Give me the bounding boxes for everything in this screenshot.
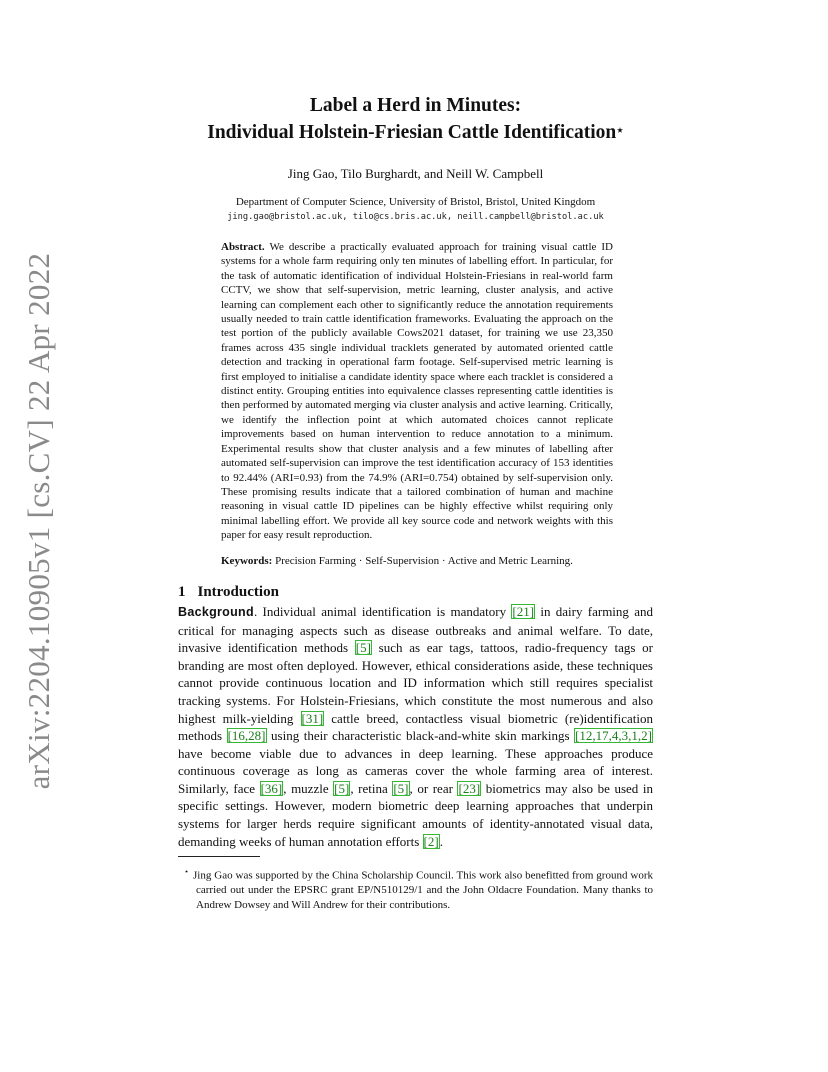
- keywords-text: Precision Farming · Self-Supervision · Active and Metric Learning.: [275, 554, 573, 567]
- intro-text: have become viable due to advances in deep learning. These approaches produce continuous coverage as long as cameras cover the whole farming area of interest. Similarly, face: [178, 745, 653, 796]
- intro-text: , or rear: [409, 780, 458, 796]
- footnote-mark: ⋆: [184, 867, 190, 877]
- affiliation: Department of Computer Science, University of Bristol, Bristol, United Kingdom: [235, 196, 596, 208]
- title-footnote-mark: ⋆: [616, 123, 624, 137]
- intro-text: such as ear tags, tattoos, radio-frequency tags or branding are most often deployed. However, ethical considerations aside, these techniques cannot provide continuous location and ID information which still requires specialist tracking systems. For Holstein-Friesians, which constitute the most numerous and also highest milk-yielding: [178, 640, 653, 726]
- citation-link[interactable]: [31]: [301, 710, 324, 726]
- intro-text: in dairy farming and critical for managing aspects such as disease outbreaks and animal welfare. To date, invasive identification methods: [178, 603, 653, 656]
- abstract-text: We describe a practically evaluated approach for training visual cattle ID systems for a whole farm requiring only ten minutes of labelling effort. In particular, for the task of automatic identification of individual Holstein-Friesians in real-world farm CCTV, we show that self-supervision, metric learning, cluster analysis, and active learning can complement each other to significantly reduce the annotation requirements usually needed to train cattle identification frameworks. Evaluating the approach on the test portion of the publicly available Cows2021 dataset, for training we use 23,350 frames across 435 single individual tracklets generated by automated oriented cattle detection and tracking in operational farm footage. Self-supervised metric learning is first employed to initialise a candidate identity space where each tracklet is considered a distinct entity. Grouping entities into equivalence classes representing cattle identities is then performed by automated merging via cluster analysis and active learning. Critically, we identify the inflection point at which automated choices cannot replicate improvements based on human intervention to reduce annotation to a minimum. Experimental results show that cluster analysis and a few minutes of labelling after automated self-supervision can improve the test identification accuracy of 153 identities to 92.44% (ARI=0.93) from the 74.9% (ARI=0.754) obtained by self-supervision only. These promising results indicate that a tailored combination of human and machine reasoning in visual cattle ID pipelines can be highly effective whilst requiring only minimal labelling effort. We provide all key source code and network weights with this paper for easy result reproduction.: [221, 241, 613, 542]
- citation-link[interactable]: [5]: [334, 780, 350, 796]
- citation-link[interactable]: [12,17,4,3,1,2]: [575, 728, 652, 744]
- footnote-text: Jing Gao was supported by the China Scholarship Council. This work also benefitted from ground work carried out under the EPSRC grant EP/N510129/1 and the John Oldacre Foundation. Many thanks to Andrew Dowsey and Will Andrew for their contributions.: [193, 869, 653, 911]
- intro-text: .: [439, 833, 443, 849]
- title-line-1: Label a Herd in Minutes:: [309, 95, 522, 116]
- intro-text: , retina: [350, 780, 393, 796]
- citation-link[interactable]: [23]: [458, 780, 481, 796]
- intro-text: , muzzle: [283, 780, 334, 796]
- citation-link[interactable]: [5]: [393, 780, 409, 796]
- intro-text: biometrics may also be used in specific settings. However, modern biometric deep learning approaches that underpin systems for larger herds require significant amounts of identity-annotated visual data, demanding weeks of human annotation efforts: [178, 780, 653, 849]
- abstract-label: Abstract.: [221, 241, 265, 253]
- paper-title: [178, 92, 653, 146]
- title-line-2: Individual Holstein-Friesian Cattle Identification: [207, 122, 617, 143]
- intro-text: using their characteristic black-and-white skin markings: [266, 728, 575, 744]
- section-title: Introduction: [197, 583, 279, 600]
- footnote-rule: [178, 856, 260, 857]
- author-list: Jing Gao, Tilo Burghardt, and Neill W. Campbell: [287, 166, 544, 181]
- arxiv-stamp-text: arXiv:2204.10905v1 [cs.CV] 22 Apr 2022: [21, 252, 56, 789]
- section-number: 1: [178, 583, 186, 600]
- section-heading-introduction: [178, 584, 653, 601]
- intro-text: . Individual animal identification is mandatory: [253, 603, 512, 619]
- citation-link[interactable]: [36]: [260, 780, 283, 796]
- abstract: [221, 240, 613, 543]
- paper-first-page: [178, 92, 653, 912]
- intro-text: cattle breed, contactless visual biometric (re)identification methods: [178, 710, 653, 744]
- citation-link[interactable]: [5]: [355, 640, 371, 656]
- arxiv-sidebar-stamp: [14, 252, 64, 789]
- citation-link[interactable]: [21]: [512, 603, 535, 619]
- introduction-paragraph: [178, 603, 653, 850]
- footnote: [178, 865, 653, 912]
- author-emails: jing.gao@bristol.ac.uk, tilo@cs.bris.ac.uk, neill.campbell@bristol.ac.uk: [227, 212, 604, 222]
- keywords-label: Keywords:: [221, 554, 273, 567]
- citation-link[interactable]: [2]: [423, 833, 439, 849]
- citation-link[interactable]: [16,28]: [227, 728, 266, 744]
- paragraph-lead-in: Background: [178, 604, 254, 619]
- keywords: [221, 554, 613, 568]
